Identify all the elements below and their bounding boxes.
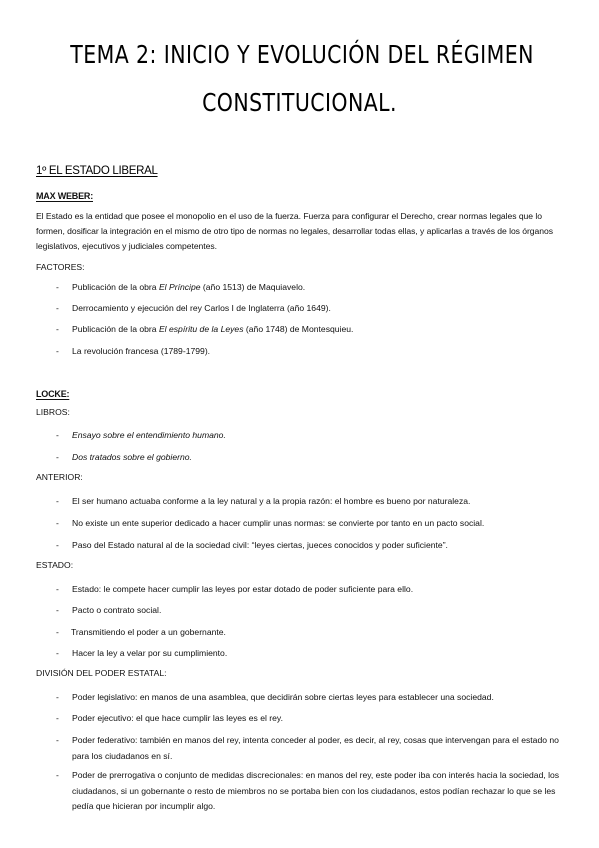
bullet-dash: - [56, 324, 59, 334]
list-item-estado-2: - Pacto o contrato social. [56, 603, 568, 619]
list-item-factor-1: - Publicación de la obra El Príncipe (año 1513) de Maquiavelo. [56, 280, 568, 296]
bullet-dash: - [56, 713, 59, 723]
list-item-division-1: - Poder legislativo: en manos de una asamblea, que decidirán sobre ciertas leyes para establecer una sociedad. [56, 690, 568, 706]
libros-label: LIBROS: [36, 407, 70, 417]
list-item-estado-3: - Transmitiendo el poder a un gobernante. [56, 625, 568, 641]
list-item-anterior-1: - El ser humano actuaba conforme a la ley natural y a la propia razón: el hombre es bueno por naturaleza. [56, 494, 568, 510]
document-title-line-2: CONSTITUCIONAL. [202, 88, 397, 117]
estado-label: ESTADO: [36, 560, 74, 570]
bullet-dash: - [56, 452, 59, 462]
list-item-factor-3: - Publicación de la obra El espíritu de la Leyes (año 1748) de Montesquieu. [56, 322, 568, 338]
bullet-dash: - [56, 605, 59, 615]
subheading-max-weber: MAX WEBER: [36, 191, 93, 201]
document-title-line-1: TEMA 2: INICIO Y EVOLUCIÓN DEL RÉGIMEN [70, 40, 534, 69]
bullet-dash: - [56, 540, 59, 550]
list-item-libro-1: - Ensayo sobre el entendimiento humano. [56, 428, 568, 444]
bullet-dash: - [56, 770, 59, 780]
anterior-label: ANTERIOR: [36, 472, 83, 482]
list-item-division-2: - Poder ejecutivo: el que hace cumplir las leyes es el rey. [56, 711, 568, 727]
bullet-dash: - [56, 692, 59, 702]
bullet-dash: - [56, 496, 59, 506]
list-item-factor-4: - La revolución francesa (1789-1799). [56, 344, 568, 360]
list-item-anterior-3: - Paso del Estado natural al de la sociedad civil: “leyes ciertas, jueces conocidos y poder suficiente”. [56, 538, 568, 554]
factores-label: FACTORES: [36, 262, 85, 272]
bullet-dash: - [56, 627, 59, 637]
weber-paragraph: El Estado es la entidad que posee el monopolio en el uso de la fuerza. Fuerza para configurar el Derecho, crear normas legales que lo formen, dosificar la integración en el mismo de otro tipo de normas no legales, desarrollar todas ellas, y aplicarlas a través de los órganos legislativos, ejecutivos y judiciales competentes. [36, 211, 553, 251]
bullet-dash: - [56, 648, 59, 658]
bullet-dash: - [56, 584, 59, 594]
list-item-estado-4: - Hacer la ley a velar por su cumplimiento. [56, 646, 568, 662]
list-item-libro-2: - Dos tratados sobre el gobierno. [56, 450, 568, 466]
bullet-dash: - [56, 518, 59, 528]
section-heading-estado-liberal: 1º EL ESTADO LIBERAL [36, 165, 158, 177]
division-label: DIVISIÓN DEL PODER ESTATAL: [36, 668, 167, 678]
bullet-dash: - [56, 303, 59, 313]
list-item-division-4: - Poder de prerrogativa o conjunto de medidas discrecionales: en manos del rey, este poder iba con interés hacia la sociedad, los ciudadanos, si un gobernante o resto de miembros no se portaba bien con los ciudadanos, estos podían rechazar lo que se les pedía que hicieran por incumplir algo. [56, 770, 560, 811]
list-item-anterior-2: - No existe un ente superior dedicado a hacer cumplir unas normas: se convierte por tanto en un pacto social. [56, 516, 568, 532]
bullet-dash: - [56, 430, 59, 440]
bullet-dash: - [56, 346, 59, 356]
list-item-estado-1: - Estado: le compete hacer cumplir las leyes por estar dotado de poder suficiente para ello. [56, 582, 568, 598]
bullet-dash: - [56, 735, 59, 745]
subheading-locke: LOCKE: [36, 389, 70, 399]
list-item-division-3: - Poder federativo: también en manos del rey, intenta conceder al poder, es decir, al rey, cosas que intervengan para el estado no para los ciudadanos en sí. [56, 735, 559, 761]
list-item-factor-2: - Derrocamiento y ejecución del rey Carlos I de Inglaterra (año 1649). [56, 301, 568, 317]
bullet-dash: - [56, 282, 59, 292]
